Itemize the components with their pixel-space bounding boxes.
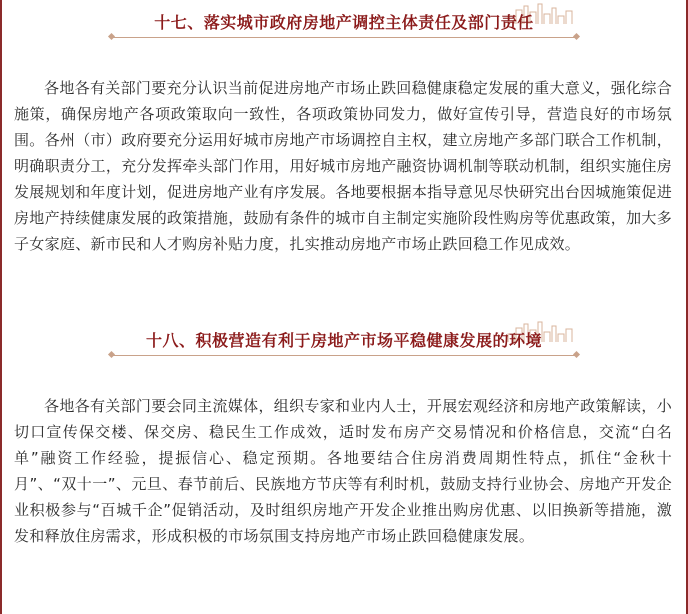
heading-underline: [112, 355, 576, 356]
section-heading: 十七、落实城市政府房地产调控主体责任及部门责任: [154, 13, 534, 32]
section-heading: 十八、积极营造有利于房地产市场平稳健康发展的环境: [145, 331, 542, 350]
section-heading-block: [0, 320, 688, 360]
section-paragraph: 各地各有关部门要会同主流媒体，组织专家和业内人士，开展宏观经济和房地产政策解读，小切口宣传保交楼、保交房、稳民生工作成效，适时发布房产交易情况和价格信息，交流“白名单”融资工作经验，提振信心、稳定预期。各地要结合住房消费周期性特点，抓住“金秋十月”、“双十一”、元旦、春节前后、民族地方节庆等有利时机，鼓励支持行业协会、房地产开发企业积极参与“百城千企”促销活动，及时组织房地产开发企业推出购房优惠、以旧换新等措施，激发和释放住房需求，形成积极的市场氛围支持房地产市场止跌回稳健康发展。: [14, 397, 672, 545]
section-17: [0, 2, 688, 42]
section-paragraph: 各地各有关部门要充分认识当前促进房地产市场止跌回稳健康稳定发展的重大意义，强化综合施策，确保房地产各项政策取向一致性，各项政策协同发力，做好宣传引导，营造良好的市场氛围。各州（市）政府要充分运用好城市房地产市场调控自主权，建立房地产多部门联合工作机制，明确职责分工，充分发挥牵头部门作用，用好城市房地产融资协调机制等联动机制，组织实施住房发展规划和年度计划，促进房地产业有序发展。各地要根据本指导意见尽快研究出台因城施策促进房地产持续健康发展的政策措施，鼓励有条件的城市自主制定实施阶段性购房等优惠政策，加大多子女家庭、新市民和人才购房补贴力度，扎实推动房地产市场止跌回稳工作见成效。: [14, 79, 672, 253]
section-18: [0, 320, 688, 360]
heading-underline: [112, 37, 576, 38]
section-heading-block: [0, 2, 688, 42]
